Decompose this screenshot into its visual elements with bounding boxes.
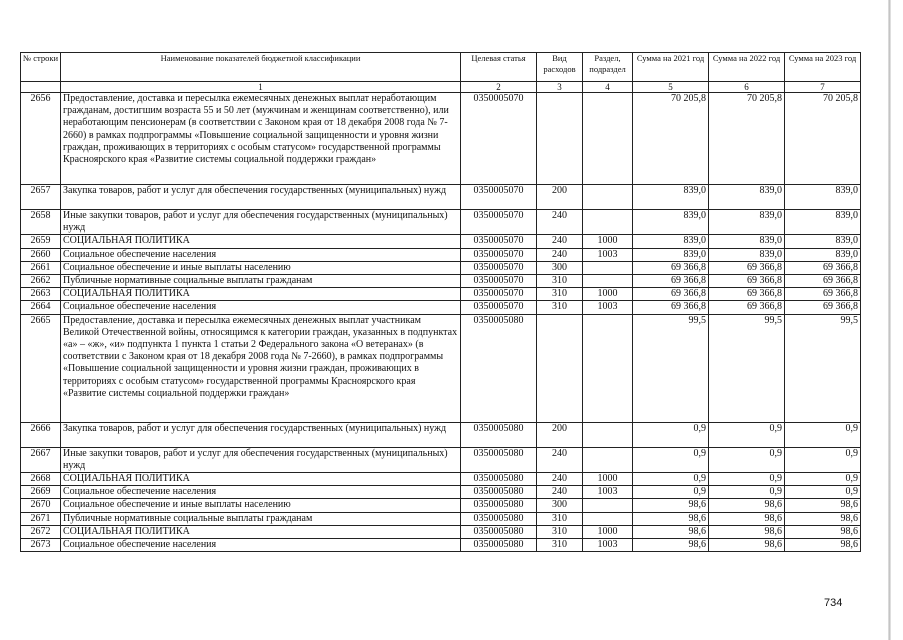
row-name-cell: Социальное обеспечение населения <box>61 539 461 552</box>
table-row <box>21 512 861 525</box>
table-body <box>21 93 861 552</box>
row-sum-2021-cell: 99,5 <box>633 314 709 422</box>
row-number-cell: 2671 <box>21 512 61 525</box>
row-section-cell <box>583 210 633 235</box>
row-sum-2021-cell: 0,9 <box>633 486 709 499</box>
row-target-cell: 0350005080 <box>461 525 537 538</box>
row-name-cell: Иные закупки товаров, работ и услуг для обеспечения государственных (муниципальных) нужд <box>61 447 461 472</box>
row-section-cell <box>583 314 633 422</box>
row-expense-type-cell: 300 <box>537 499 583 512</box>
index-cell: 3 <box>537 82 583 93</box>
page-edge-shadow <box>888 0 891 640</box>
row-sum-2023-cell: 98,6 <box>785 539 861 552</box>
row-name-cell: Социальное обеспечение населения <box>61 301 461 314</box>
row-sum-2022-cell: 839,0 <box>709 248 785 261</box>
row-sum-2022-cell: 69 366,8 <box>709 301 785 314</box>
row-sum-2022-cell: 70 205,8 <box>709 93 785 185</box>
index-cell: 1 <box>61 82 461 93</box>
row-sum-2021-cell: 69 366,8 <box>633 288 709 301</box>
row-target-cell: 0350005070 <box>461 275 537 288</box>
table-row <box>21 210 861 235</box>
header-section: Раздел, подраздел <box>583 53 633 82</box>
row-sum-2023-cell: 69 366,8 <box>785 275 861 288</box>
row-sum-2023-cell: 69 366,8 <box>785 301 861 314</box>
row-number-cell: 2663 <box>21 288 61 301</box>
row-section-cell <box>583 512 633 525</box>
row-expense-type-cell: 240 <box>537 486 583 499</box>
row-number-cell: 2669 <box>21 486 61 499</box>
row-name-cell: СОЦИАЛЬНАЯ ПОЛИТИКА <box>61 525 461 538</box>
row-sum-2021-cell: 839,0 <box>633 235 709 248</box>
row-number-cell: 2660 <box>21 248 61 261</box>
row-sum-2021-cell: 98,6 <box>633 539 709 552</box>
table-row <box>21 93 861 185</box>
table-row <box>21 447 861 472</box>
row-number-cell: 2672 <box>21 525 61 538</box>
row-sum-2023-cell: 69 366,8 <box>785 261 861 274</box>
index-cell: 6 <box>709 82 785 93</box>
table-row <box>21 422 861 447</box>
row-target-cell: 0350005070 <box>461 185 537 210</box>
index-cell <box>21 82 61 93</box>
row-expense-type-cell: 300 <box>537 261 583 274</box>
row-sum-2022-cell: 69 366,8 <box>709 261 785 274</box>
row-sum-2023-cell: 70 205,8 <box>785 93 861 185</box>
row-name-cell: Иные закупки товаров, работ и услуг для обеспечения государственных (муниципальных) нужд <box>61 210 461 235</box>
table-row <box>21 235 861 248</box>
row-number-cell: 2656 <box>21 93 61 185</box>
row-section-cell: 1000 <box>583 525 633 538</box>
row-sum-2021-cell: 839,0 <box>633 185 709 210</box>
header-sum-2022: Сумма на 2022 год <box>709 53 785 82</box>
index-cell: 4 <box>583 82 633 93</box>
table-row <box>21 261 861 274</box>
table-row <box>21 248 861 261</box>
row-sum-2023-cell: 839,0 <box>785 210 861 235</box>
header-row-number: № строки <box>21 53 61 82</box>
row-section-cell <box>583 447 633 472</box>
row-target-cell: 0350005070 <box>461 301 537 314</box>
row-section-cell <box>583 185 633 210</box>
row-number-cell: 2661 <box>21 261 61 274</box>
row-section-cell <box>583 261 633 274</box>
row-sum-2022-cell: 0,9 <box>709 473 785 486</box>
header-name: Наименование показателей бюджетной классификации <box>61 53 461 82</box>
row-name-cell: Закупка товаров, работ и услуг для обеспечения государственных (муниципальных) нужд <box>61 185 461 210</box>
header-expense-type: Вид расходов <box>537 53 583 82</box>
row-expense-type-cell: 310 <box>537 301 583 314</box>
row-name-cell: Публичные нормативные социальные выплаты гражданам <box>61 512 461 525</box>
budget-table <box>20 52 861 552</box>
row-number-cell: 2662 <box>21 275 61 288</box>
row-expense-type-cell: 240 <box>537 473 583 486</box>
row-sum-2023-cell: 839,0 <box>785 235 861 248</box>
row-target-cell: 0350005070 <box>461 235 537 248</box>
row-sum-2023-cell: 839,0 <box>785 185 861 210</box>
row-sum-2021-cell: 0,9 <box>633 422 709 447</box>
table-row <box>21 499 861 512</box>
table-row <box>21 539 861 552</box>
row-sum-2022-cell: 69 366,8 <box>709 288 785 301</box>
row-section-cell <box>583 275 633 288</box>
row-sum-2023-cell: 0,9 <box>785 486 861 499</box>
row-sum-2022-cell: 0,9 <box>709 447 785 472</box>
row-expense-type-cell: 200 <box>537 422 583 447</box>
row-name-cell: СОЦИАЛЬНАЯ ПОЛИТИКА <box>61 235 461 248</box>
row-sum-2021-cell: 69 366,8 <box>633 275 709 288</box>
row-sum-2022-cell: 99,5 <box>709 314 785 422</box>
row-sum-2023-cell: 839,0 <box>785 248 861 261</box>
row-sum-2022-cell: 98,6 <box>709 512 785 525</box>
row-name-cell: Социальное обеспечение населения <box>61 248 461 261</box>
row-sum-2022-cell: 839,0 <box>709 210 785 235</box>
row-target-cell: 0350005080 <box>461 473 537 486</box>
row-sum-2022-cell: 69 366,8 <box>709 275 785 288</box>
row-number-cell: 2670 <box>21 499 61 512</box>
table-row <box>21 525 861 538</box>
row-target-cell: 0350005070 <box>461 248 537 261</box>
row-section-cell <box>583 93 633 185</box>
row-name-cell: Предоставление, доставка и пересылка ежемесячных денежных выплат неработающим гражданам, достигшим возраста 55 и 50 лет (мужчинам и женщинам соответственно), или неработающим пенсионерам (в соответствии с Законом края от 18 декабря 2008 года № 7-2660) в рамках подпрограммы «Повышение социальной защищенности и уровня жизни граждан, проживающих в территориях с особым статусом» государственной программы Красноярского края «Развитие системы социальной поддержки граждан» <box>61 93 461 185</box>
row-section-cell <box>583 422 633 447</box>
row-name-cell: Публичные нормативные социальные выплаты гражданам <box>61 275 461 288</box>
row-section-cell: 1000 <box>583 288 633 301</box>
row-expense-type-cell: 310 <box>537 525 583 538</box>
row-sum-2021-cell: 69 366,8 <box>633 261 709 274</box>
row-name-cell: СОЦИАЛЬНАЯ ПОЛИТИКА <box>61 473 461 486</box>
row-expense-type-cell <box>537 93 583 185</box>
row-section-cell: 1003 <box>583 539 633 552</box>
row-target-cell: 0350005070 <box>461 261 537 274</box>
row-expense-type-cell: 200 <box>537 185 583 210</box>
row-expense-type-cell <box>537 314 583 422</box>
row-name-cell: СОЦИАЛЬНАЯ ПОЛИТИКА <box>61 288 461 301</box>
row-number-cell: 2664 <box>21 301 61 314</box>
row-expense-type-cell: 240 <box>537 248 583 261</box>
table-row <box>21 473 861 486</box>
header-sum-2023: Сумма на 2023 год <box>785 53 861 82</box>
row-target-cell: 0350005080 <box>461 447 537 472</box>
table-row <box>21 288 861 301</box>
row-sum-2022-cell: 839,0 <box>709 235 785 248</box>
row-sum-2023-cell: 99,5 <box>785 314 861 422</box>
row-expense-type-cell: 310 <box>537 512 583 525</box>
row-expense-type-cell: 310 <box>537 288 583 301</box>
row-sum-2022-cell: 98,6 <box>709 499 785 512</box>
row-name-cell: Закупка товаров, работ и услуг для обеспечения государственных (муниципальных) нужд <box>61 422 461 447</box>
row-sum-2021-cell: 98,6 <box>633 512 709 525</box>
row-sum-2023-cell: 98,6 <box>785 499 861 512</box>
row-number-cell: 2658 <box>21 210 61 235</box>
row-number-cell: 2673 <box>21 539 61 552</box>
header-target-article: Целевая статья <box>461 53 537 82</box>
row-sum-2023-cell: 0,9 <box>785 473 861 486</box>
row-target-cell: 0350005080 <box>461 422 537 447</box>
row-target-cell: 0350005070 <box>461 93 537 185</box>
row-sum-2021-cell: 0,9 <box>633 447 709 472</box>
row-sum-2021-cell: 69 366,8 <box>633 301 709 314</box>
row-sum-2023-cell: 0,9 <box>785 447 861 472</box>
header-sum-2021: Сумма на 2021 год <box>633 53 709 82</box>
row-section-cell: 1003 <box>583 486 633 499</box>
row-sum-2022-cell: 0,9 <box>709 486 785 499</box>
row-sum-2022-cell: 0,9 <box>709 422 785 447</box>
row-sum-2023-cell: 0,9 <box>785 422 861 447</box>
row-section-cell <box>583 499 633 512</box>
page-number: 734 <box>824 597 843 609</box>
row-sum-2021-cell: 0,9 <box>633 473 709 486</box>
row-number-cell: 2668 <box>21 473 61 486</box>
index-cell: 2 <box>461 82 537 93</box>
row-target-cell: 0350005080 <box>461 486 537 499</box>
row-sum-2022-cell: 98,6 <box>709 525 785 538</box>
row-name-cell: Социальное обеспечение населения <box>61 486 461 499</box>
row-sum-2021-cell: 98,6 <box>633 499 709 512</box>
row-section-cell: 1003 <box>583 301 633 314</box>
row-sum-2021-cell: 839,0 <box>633 248 709 261</box>
row-number-cell: 2667 <box>21 447 61 472</box>
row-target-cell: 0350005080 <box>461 512 537 525</box>
row-sum-2022-cell: 839,0 <box>709 185 785 210</box>
row-section-cell: 1000 <box>583 235 633 248</box>
table-header <box>21 53 861 93</box>
row-target-cell: 0350005080 <box>461 499 537 512</box>
row-target-cell: 0350005070 <box>461 288 537 301</box>
row-sum-2021-cell: 98,6 <box>633 525 709 538</box>
row-sum-2021-cell: 839,0 <box>633 210 709 235</box>
row-name-cell: Социальное обеспечение и иные выплаты населению <box>61 261 461 274</box>
row-target-cell: 0350005080 <box>461 314 537 422</box>
row-number-cell: 2659 <box>21 235 61 248</box>
row-sum-2022-cell: 98,6 <box>709 539 785 552</box>
row-sum-2023-cell: 69 366,8 <box>785 288 861 301</box>
table-row <box>21 185 861 210</box>
table-row <box>21 486 861 499</box>
table-row <box>21 301 861 314</box>
row-expense-type-cell: 240 <box>537 235 583 248</box>
row-expense-type-cell: 310 <box>537 275 583 288</box>
row-sum-2021-cell: 70 205,8 <box>633 93 709 185</box>
row-name-cell: Социальное обеспечение и иные выплаты населению <box>61 499 461 512</box>
index-cell: 5 <box>633 82 709 93</box>
table-row <box>21 314 861 422</box>
row-section-cell: 1000 <box>583 473 633 486</box>
row-expense-type-cell: 310 <box>537 539 583 552</box>
row-section-cell: 1003 <box>583 248 633 261</box>
table-row <box>21 275 861 288</box>
row-number-cell: 2666 <box>21 422 61 447</box>
row-sum-2023-cell: 98,6 <box>785 512 861 525</box>
row-target-cell: 0350005070 <box>461 210 537 235</box>
row-target-cell: 0350005080 <box>461 539 537 552</box>
row-expense-type-cell: 240 <box>537 210 583 235</box>
row-name-cell: Предоставление, доставка и пересылка ежемесячных денежных выплат участникам Великой Отечественной войны, относящимся к категории граждан, указанных в подпунктах «а» – «ж», «и» подпункта 1 пункта 1 статьи 2 Федерального закона «О ветеранах» (в соответствии с Законом края от 18 декабря 2008 года № 7-2660), в рамках подпрограммы «Повышение социальной защищенности и уровня жизни граждан, проживающих в территориях с особым статусом» государственной программы Красноярского края «Развитие системы социальной поддержки граждан» <box>61 314 461 422</box>
index-cell: 7 <box>785 82 861 93</box>
row-sum-2023-cell: 98,6 <box>785 525 861 538</box>
row-number-cell: 2665 <box>21 314 61 422</box>
row-number-cell: 2657 <box>21 185 61 210</box>
row-expense-type-cell: 240 <box>537 447 583 472</box>
